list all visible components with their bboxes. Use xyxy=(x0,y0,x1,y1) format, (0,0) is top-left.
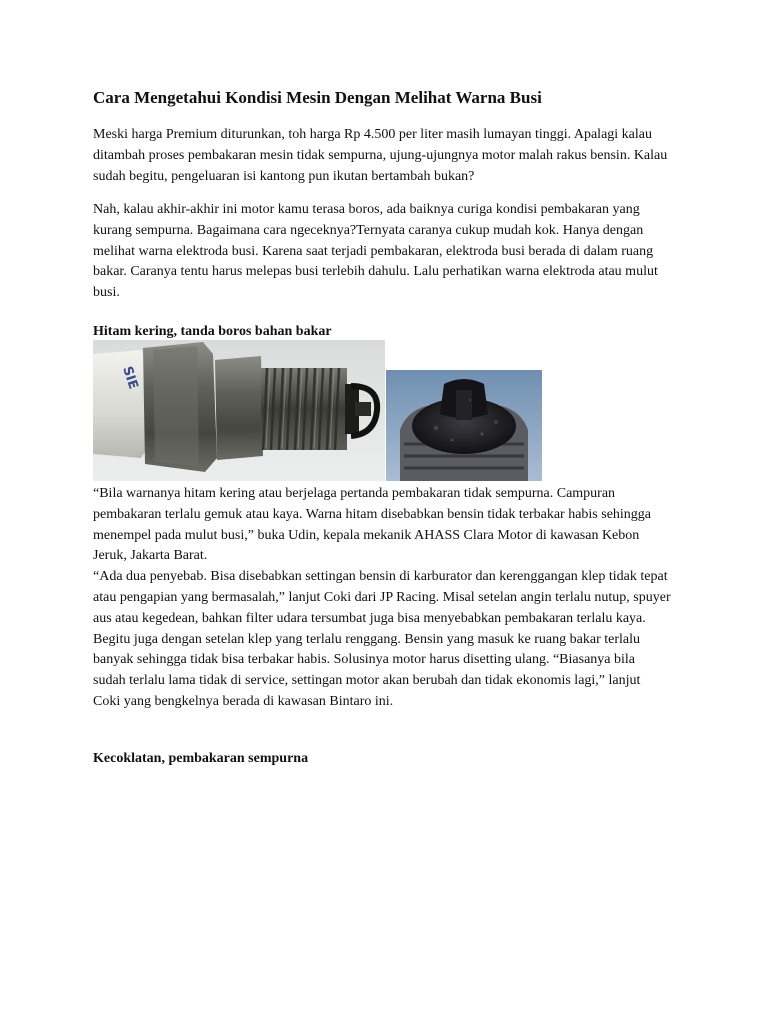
carbon-fouled-electrode-photo xyxy=(386,370,542,481)
quote-paragraph: “Bila warnanya hitam kering atau berjelaga pertanda pembakaran tidak sempurna. Campuran pembakaran terlalu gemuk atau kaya. Warna hitam disebabkan bensin tidak terbakar habis sehingga menempel pada mulut busi,” buka Udin, kepala mekanik AHASS Clara Motor di kawasan Kebon Jeruk, Jakarta Barat. xyxy=(93,486,652,564)
body-paragraph: Nah, kalau akhir-akhir ini motor kamu terasa boros, ada baiknya curiga kondisi pembakaran yang kurang sempurna. Bagaimana cara ngeceknya?Ternyata caranya cukup mudah kok. Hanya dengan melihat warna elektroda busi. Karena saat terjadi pembakaran, elektroda busi berada di dalam ruang bakar. Caranya tentu harus melepas busi terlebih dahulu. Lalu perhatikan warna elektroda atau mulut busi. xyxy=(93,202,658,301)
quote-paragraph: “Ada dua penyebab. Bisa disebabkan settingan bensin di karburator dan kerenggangan klep tidak tepat atau pengapian yang bermasalah,” lanjut Coki dari JP Racing. Misal setelan angin terlalu nutup, spuyer aus atau kegedean, bahkan filter udara tersumbat juga bisa menyebabkan pembakaran terlalu kaya. xyxy=(93,569,671,626)
section-heading-brownish: Kecoklatan, pembakaran sempurna xyxy=(93,751,309,766)
section-heading-black-dry: Hitam kering, tanda boros bahan bakar xyxy=(93,324,332,339)
quote-paragraph: Begitu juga dengan setelan klep yang terlalu renggang. Bensin yang masuk ke ruang bakar terlalu banyak sehingga tidak bisa terbakar habis. Solusinya motor harus disetting ulang. “Biasanya bila sudah terlalu lama tidak di service, settingan motor akan berubah dan tidak ekonomis lagi,” lanjut Coki yang bengkelnya berada di kawasan Bintaro ini. xyxy=(93,631,641,709)
intro-paragraph: Meski harga Premium diturunkan, toh harga Rp 4.500 per liter masih lumayan tinggi. Apalagi kalau ditambah proses pembakaran mesin tidak sempurna, ujung-ujungnya motor malah rakus bensin. Kalau sudah begitu, pengeluaran isi kantong pun ikutan bertambah bukan? xyxy=(93,127,668,184)
section1-body xyxy=(93,484,671,713)
spark-plug-photo xyxy=(93,340,385,481)
svg-text:SIE: SIE xyxy=(119,364,141,392)
page-title: Cara Mengetahui Kondisi Mesin Dengan Melihat Warna Busi xyxy=(93,88,542,107)
